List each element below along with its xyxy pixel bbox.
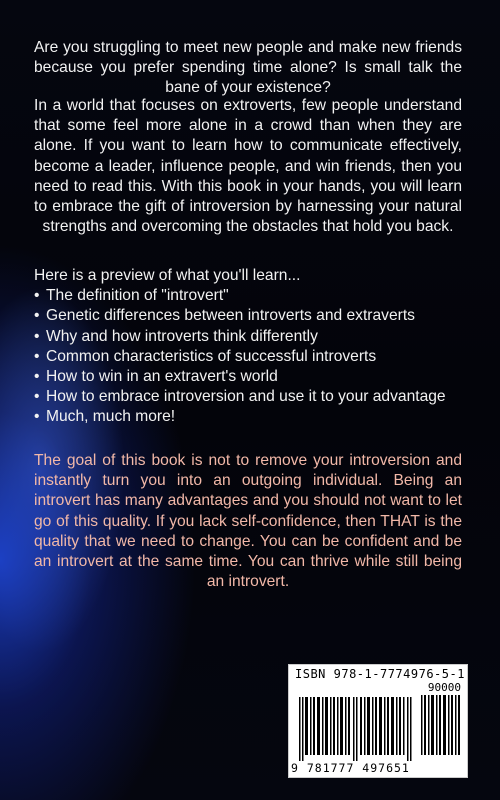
list-item: • Genetic differences between introverts and extraverts <box>34 306 462 326</box>
isbn-label: ISBN 978-1-7774976-5-1 <box>295 667 465 681</box>
price-code: 90000 <box>427 681 461 694</box>
barcode-digits: 9 781777 497651 <box>291 761 410 775</box>
list-item: • How to win in an extravert's world <box>34 367 462 387</box>
intro-question-paragraph <box>34 38 462 99</box>
preview-section <box>34 266 462 428</box>
list-item: • Much, much more! <box>34 407 462 427</box>
goal-text: The goal of this book is not to remove your introversion and instantly turn you into an outgoing individual. Being an introvert has many advantages and you should not want to let go of this quality. If you lack self-confidence, then THAT is the quality that we need to change. You can be confident and be an introvert at the same time. You can thrive while still being an introvert. <box>34 452 462 591</box>
intro-question-text: Are you struggling to meet new people and make new friends because you prefer spending time alone? Is small talk the bane of your existence? <box>34 39 462 97</box>
price-barcode-bars-icon <box>421 695 461 755</box>
list-item: • Why and how introverts think differently <box>34 327 462 347</box>
isbn-barcode <box>288 664 468 778</box>
goal-paragraph <box>34 451 462 592</box>
preview-intro: Here is a preview of what you'll learn... <box>34 267 301 284</box>
list-item: • How to embrace introversion and use it to your advantage <box>34 387 462 407</box>
barcode-bars-icon <box>299 697 417 761</box>
description-paragraph <box>34 96 462 237</box>
description-text: In a world that focuses on extroverts, few people understand that some feel more alone in a crowd than when they are alone. If you want to learn how to communicate effectively, become a leader, influence people, and win friends, then you need to read this. With this book in your hands, you will learn to embrace the gift of introversion by harnessing your natural strengths and overcoming the obstacles that hold you back. <box>34 97 462 236</box>
preview-list <box>34 286 462 427</box>
list-item: • The definition of "introvert" <box>34 286 462 306</box>
list-item: • Common characteristics of successful introverts <box>34 347 462 367</box>
